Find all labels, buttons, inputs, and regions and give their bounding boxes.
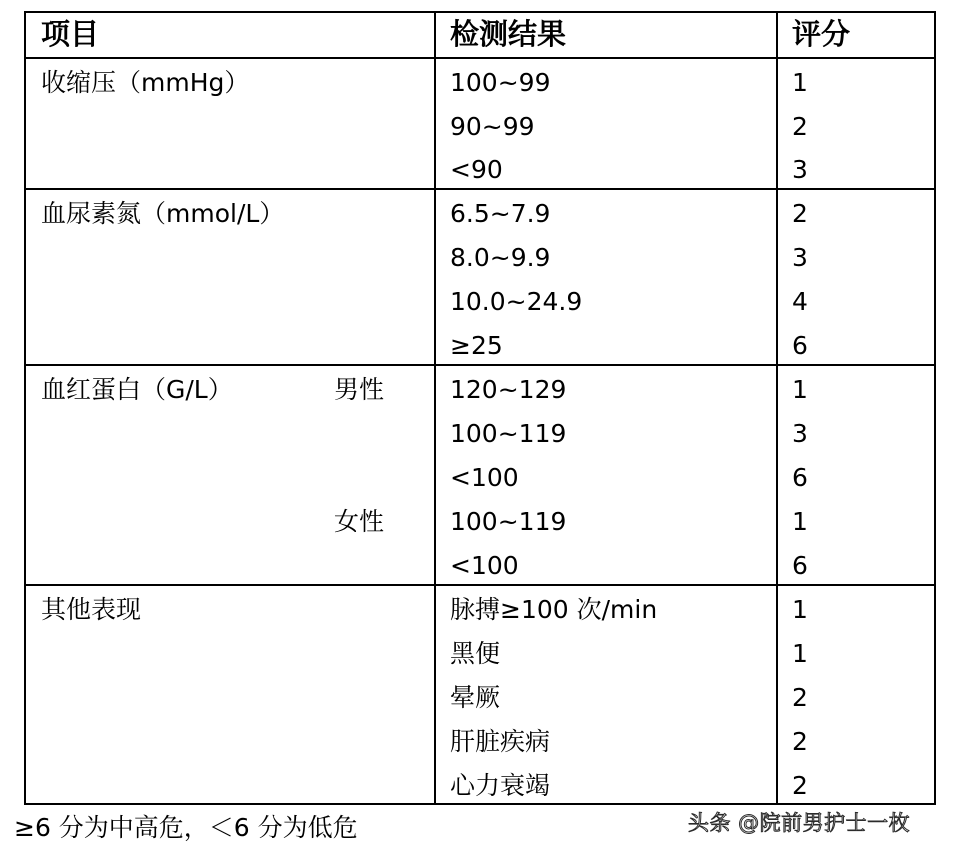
result-cell: <100 — [450, 463, 519, 492]
group-divider — [26, 188, 934, 190]
score-cell: 1 — [792, 639, 808, 668]
score-cell: 2 — [792, 771, 808, 800]
score-cell: 1 — [792, 507, 808, 536]
score-cell: 2 — [792, 112, 808, 141]
result-cell: 10.0~24.9 — [450, 287, 583, 316]
watermark: 头条 @院前男护士一枚 — [688, 811, 911, 835]
column-divider — [434, 13, 436, 803]
result-cell: ≥25 — [450, 331, 503, 360]
result-cell: 肝脏疾病 — [450, 727, 551, 756]
header-item: 项目 — [41, 17, 100, 51]
result-cell: <100 — [450, 551, 519, 580]
group-label-hemoglobin: 血红蛋白（G/L） — [41, 375, 233, 404]
result-cell: 120~129 — [450, 375, 567, 404]
header-result: 检测结果 — [450, 17, 567, 51]
header-divider — [26, 57, 934, 59]
result-cell: 100~119 — [450, 507, 567, 536]
score-cell: 6 — [792, 463, 808, 492]
result-cell: <90 — [450, 155, 503, 184]
header-score: 评分 — [792, 17, 851, 51]
result-cell: 心力衰竭 — [450, 771, 551, 800]
result-cell: 8.0~9.9 — [450, 243, 551, 272]
score-table — [24, 11, 936, 805]
group-divider — [26, 364, 934, 366]
score-cell: 3 — [792, 419, 808, 448]
group-label-systolic: 收缩压（mmHg） — [41, 68, 250, 97]
column-divider — [776, 13, 778, 803]
group-divider — [26, 584, 934, 586]
result-cell: 6.5~7.9 — [450, 199, 551, 228]
score-cell: 4 — [792, 287, 808, 316]
result-cell: 90~99 — [450, 112, 535, 141]
score-cell: 2 — [792, 683, 808, 712]
score-cell: 6 — [792, 551, 808, 580]
score-cell: 1 — [792, 68, 808, 97]
group-label-bun: 血尿素氮（mmol/L） — [41, 199, 285, 228]
score-cell: 6 — [792, 331, 808, 360]
score-cell: 2 — [792, 199, 808, 228]
score-cell: 1 — [792, 595, 808, 624]
result-cell: 黑便 — [450, 639, 501, 668]
sub-label-female: 女性 — [334, 507, 385, 536]
score-cell: 1 — [792, 375, 808, 404]
sub-label-male: 男性 — [334, 375, 385, 404]
result-cell: 晕厥 — [450, 683, 501, 712]
score-cell: 3 — [792, 155, 808, 184]
score-cell: 3 — [792, 243, 808, 272]
score-cell: 2 — [792, 727, 808, 756]
result-cell: 100~119 — [450, 419, 567, 448]
result-cell: 脉搏≥100 次/min — [450, 595, 658, 624]
risk-footnote: ≥6 分为中高危，＜6 分为低危 — [14, 813, 358, 842]
group-label-other: 其他表现 — [41, 595, 142, 624]
result-cell: 100~99 — [450, 68, 551, 97]
